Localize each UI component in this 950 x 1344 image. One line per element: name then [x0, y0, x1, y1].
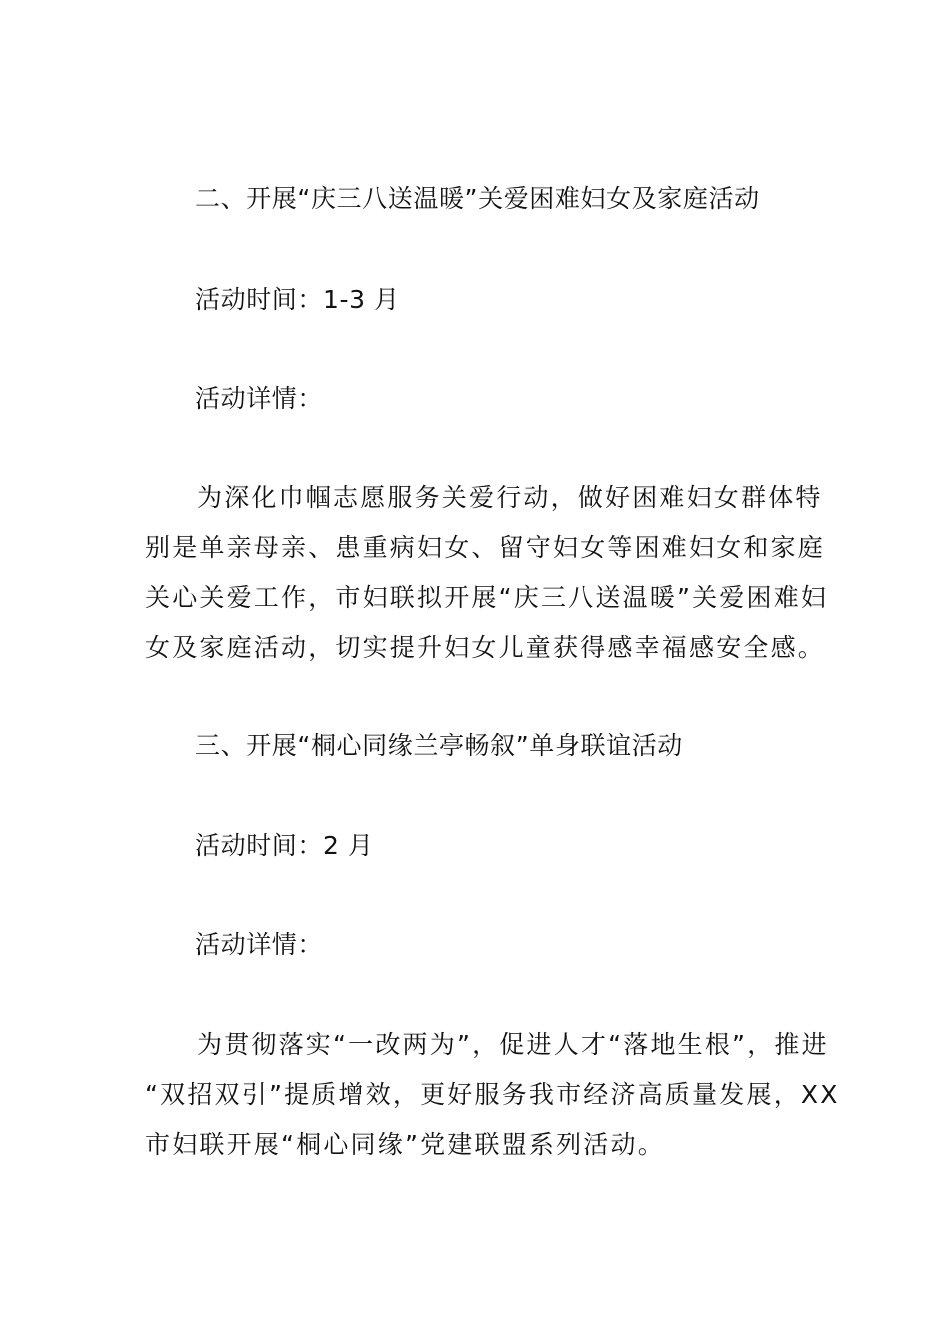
body-line: “双招双引”提质增效，更好服务我市经济高质量发展，XX — [145, 1080, 840, 1109]
body-line: 为贯彻落实“一改两为”，促进人才“落地生根”，推进 — [197, 1030, 829, 1059]
body-line: 别是单亲母亲、患重病妇女、留守妇女等困难妇女和家庭 — [145, 533, 826, 562]
activity-time: 活动时间：2 月 — [195, 831, 374, 860]
body-line: 关心关爱工作，市妇联拟开展“庆三八送温暖”关爱困难妇 — [145, 583, 829, 612]
section-heading: 三、开展“桐心同缘兰亭畅叙”单身联谊活动 — [195, 731, 683, 760]
body-line: 市妇联开展“桐心同缘”党建联盟系列活动。 — [145, 1130, 665, 1159]
activity-details-label: 活动详情： — [195, 930, 324, 959]
section-body — [145, 473, 829, 673]
section-heading: 二、开展“庆三八送温暖”关爱困难妇女及家庭活动 — [195, 184, 760, 213]
body-line: 女及家庭活动，切实提升妇女儿童获得感幸福感安全感。 — [145, 633, 826, 662]
body-line: 为深化巾帼志愿服务关爱行动，做好困难妇女群体特 — [197, 483, 823, 512]
activity-details-label: 活动详情： — [195, 384, 324, 413]
activity-time: 活动时间：1-3 月 — [195, 285, 400, 314]
section-body — [145, 1020, 840, 1170]
